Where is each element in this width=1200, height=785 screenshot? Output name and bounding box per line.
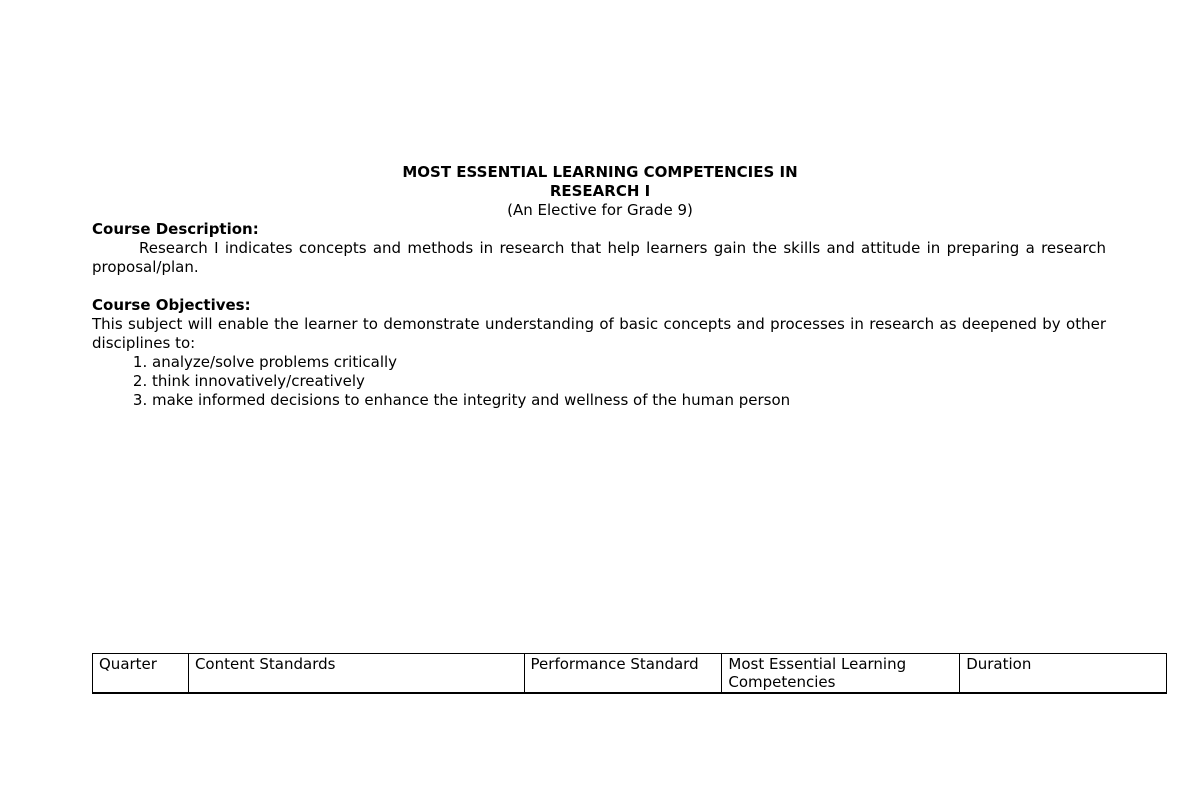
- document-body: [92, 220, 1106, 410]
- header-content-standards: Content Standards: [188, 654, 524, 694]
- header-duration: Duration: [960, 654, 1167, 694]
- section-spacer: [92, 277, 1106, 296]
- course-objectives-intro: This subject will enable the learner to demonstrate understanding of basic concepts and processes in research as deepened by other disciplines to:: [92, 315, 1106, 352]
- document-title-block: [0, 163, 1200, 220]
- header-learning-competencies: Most Essential Learning Competencies: [722, 654, 960, 694]
- course-objectives-heading: Course Objectives:: [92, 296, 251, 314]
- objective-item: 3. make informed decisions to enhance the integrity and wellness of the human person: [152, 391, 1106, 410]
- document-title-line-2: RESEARCH I: [549, 182, 651, 200]
- header-performance-standard: Performance Standard: [524, 654, 722, 694]
- course-description-heading: Course Description:: [92, 220, 259, 238]
- document-title-line-1: MOST ESSENTIAL LEARNING COMPETENCIES IN: [402, 163, 798, 181]
- course-description-text: Research I indicates concepts and methods in research that help learners gain the skills and attitude in preparing a research proposal/plan.: [92, 239, 1106, 276]
- document-subtitle: (An Elective for Grade 9): [507, 201, 693, 219]
- table-header-row: [93, 654, 1167, 694]
- objective-item: 2. think innovatively/creatively: [152, 372, 1106, 391]
- objective-item: 1. analyze/solve problems critically: [152, 353, 1106, 372]
- course-objectives-list: [92, 353, 1106, 410]
- competencies-table: [92, 653, 1167, 694]
- header-quarter: Quarter: [93, 654, 189, 694]
